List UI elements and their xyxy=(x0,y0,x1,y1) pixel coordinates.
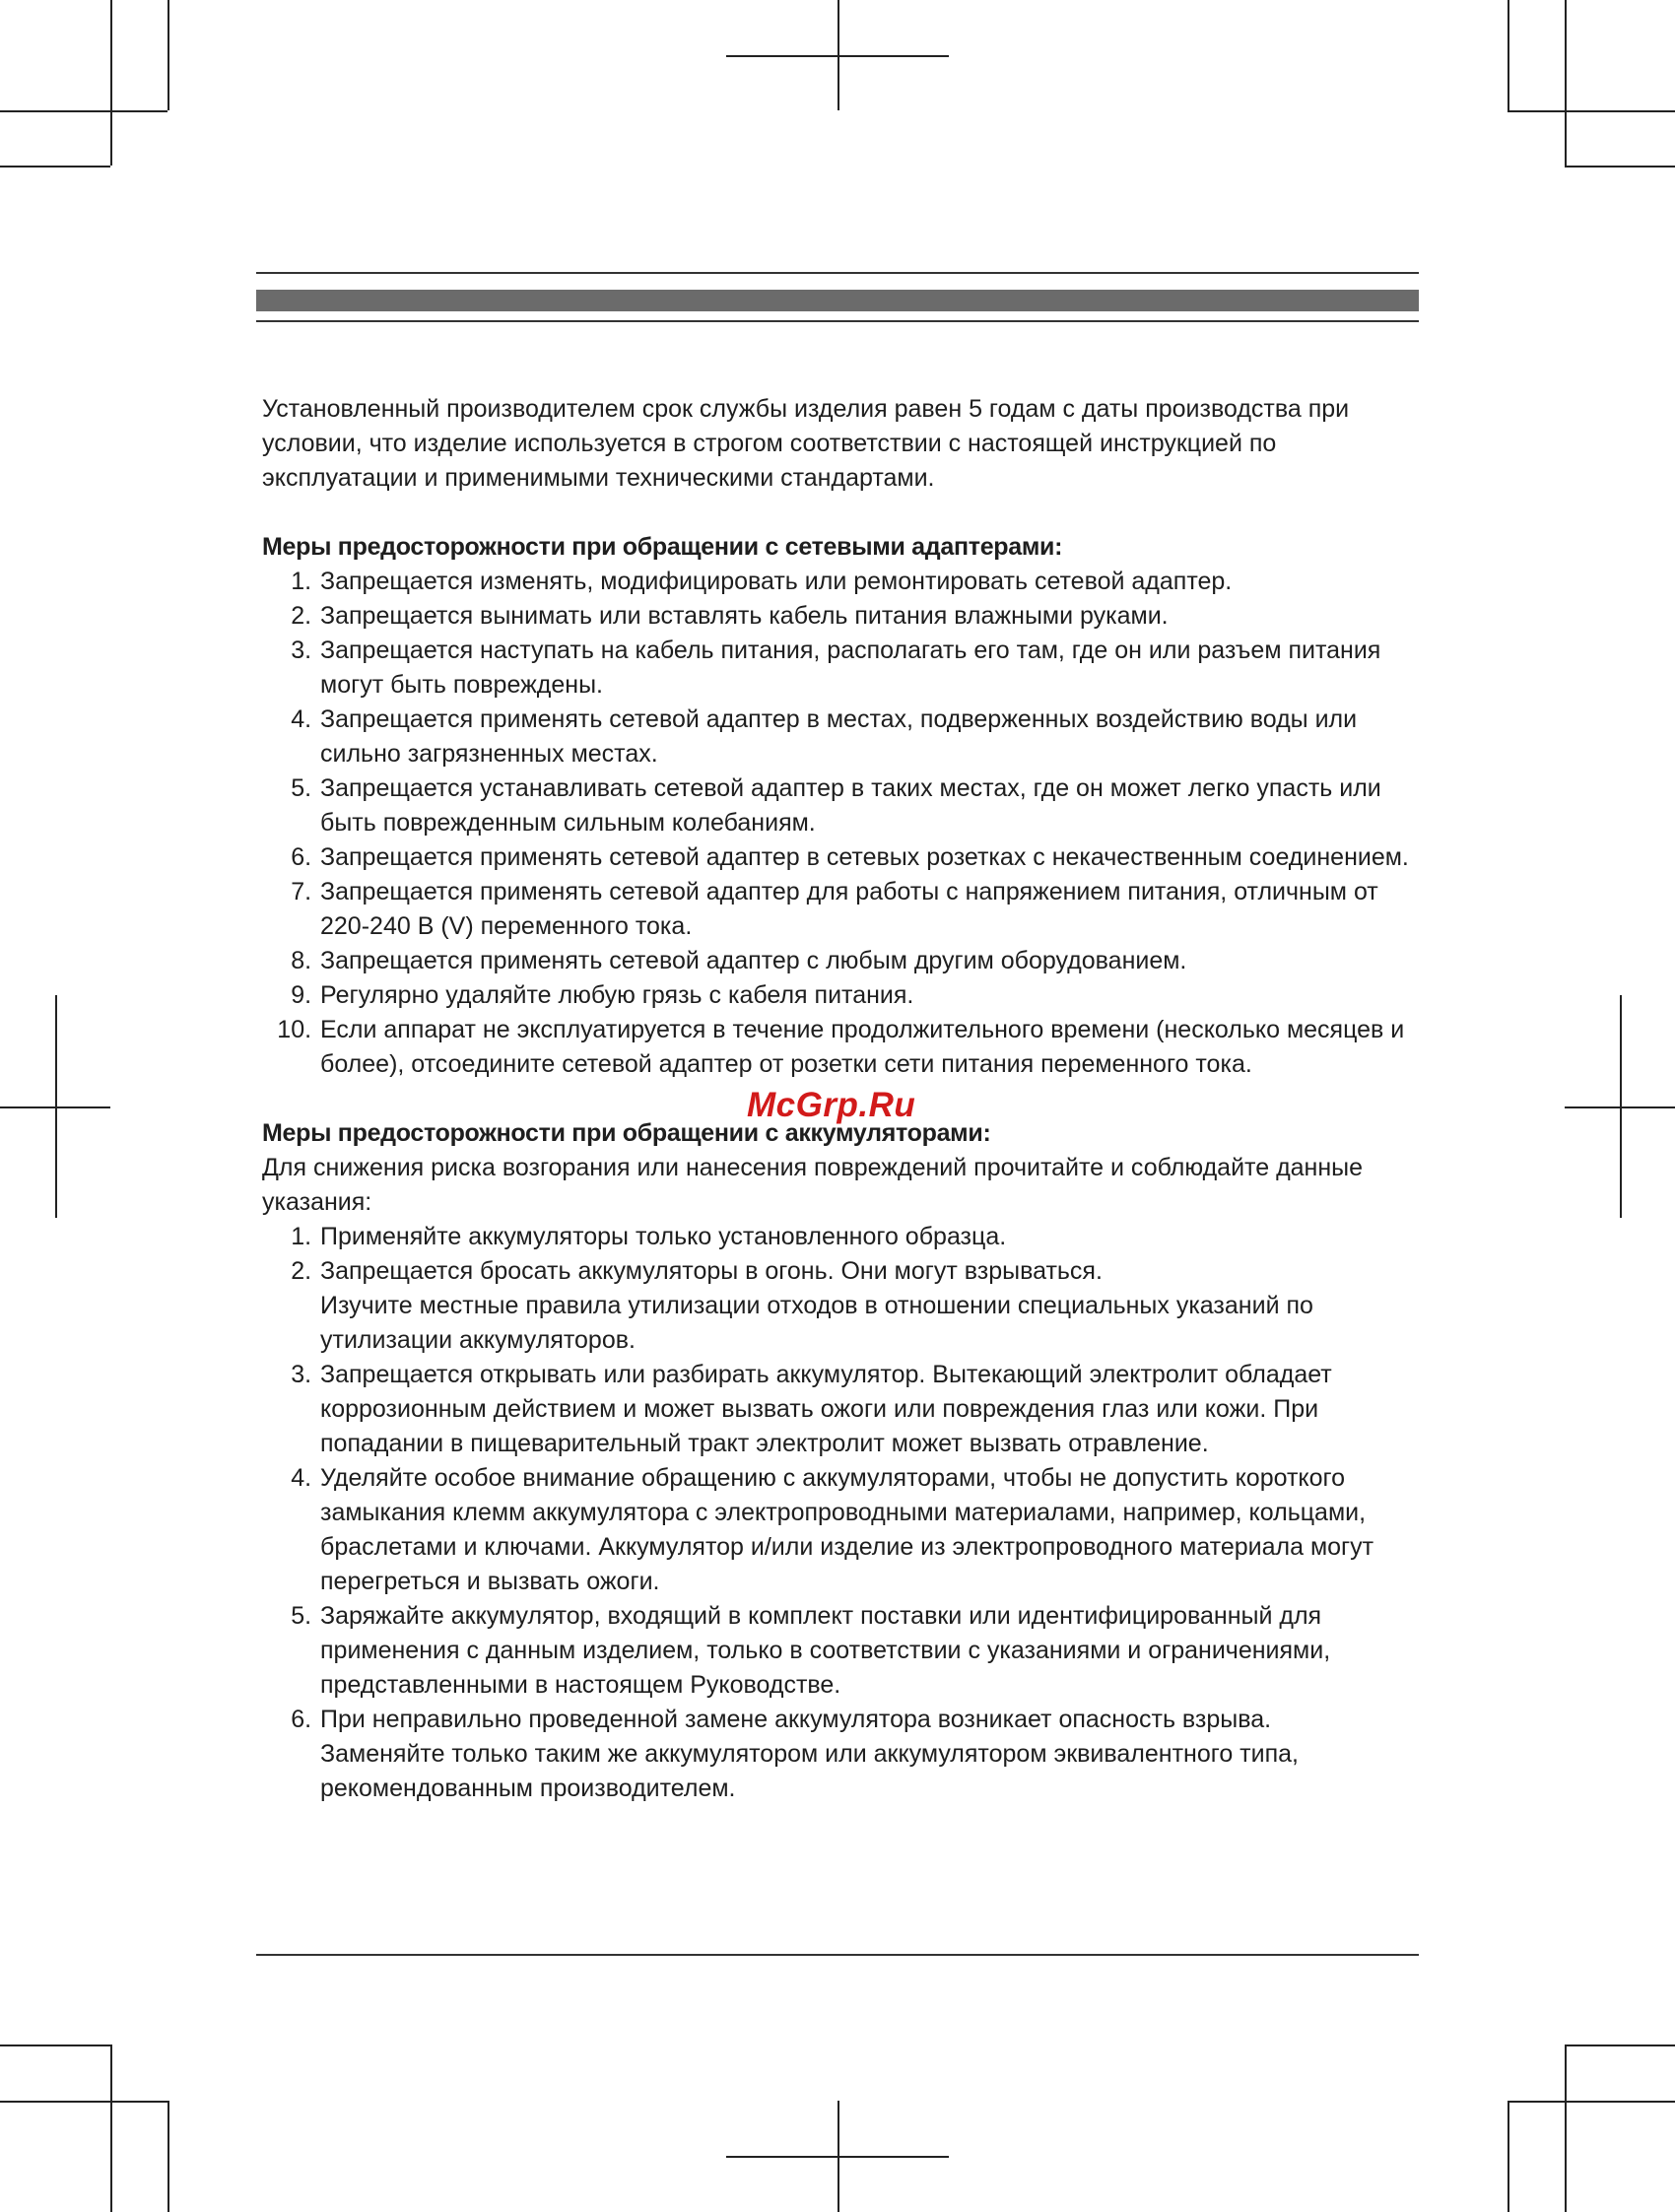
list-item: 7. Запрещается применять сетевой адаптер для работы с напряжением питания, отличным от 220-240 В (V) переменного тока. xyxy=(318,875,1425,944)
list-item: 3. Запрещается наступать на кабель питания, располагать его там, где он или разъем питания могут быть повреждены. xyxy=(318,634,1425,703)
batteries-intro: Для снижения риска возгорания или нанесения повреждений прочитайте и соблюдайте данные указания: xyxy=(262,1154,1364,1216)
batteries-heading: Меры предосторожности при обращении с аккумуляторами: xyxy=(262,1119,991,1147)
list-item: 1. Запрещается изменять, модифицировать или ремонтировать сетевой адаптер. xyxy=(318,565,1425,599)
list-item-text: Заряжайте аккумулятор, входящий в комплект поставки или идентифицированный для применения с данным изделием, только в соответствии с указаниями и ограничениями, представленными в настоящем Руководстве. xyxy=(320,1602,1331,1699)
footer-rule xyxy=(256,1954,1419,1956)
watermark-logo: McGrp.Ru xyxy=(747,1086,916,1124)
list-item: 4. Запрещается применять сетевой адаптер в местах, подверженных воздействию воды или сильно загрязненных местах. xyxy=(318,703,1425,771)
adapters-heading: Меры предосторожности при обращении с сетевыми адаптерами: xyxy=(262,533,1063,561)
list-item-note: Заменяйте только таким же аккумулятором или аккумулятором эквивалентного типа, рекомендованным производителем. xyxy=(320,1740,1299,1802)
list-item xyxy=(318,1461,1425,1599)
list-item xyxy=(318,1358,1425,1461)
list-item xyxy=(318,1599,1425,1703)
list-item-note: Изучите местные правила утилизации отходов в отношении специальных указаний по утилизации аккумуляторов. xyxy=(320,1292,1313,1354)
list-item-text: Запрещается бросать аккумуляторы в огонь. Они могут взрываться. xyxy=(320,1257,1103,1285)
header-rule-bottom xyxy=(256,320,1419,322)
list-item: 10. Если аппарат не эксплуатируется в течение продолжительного времени (несколько месяцев и более), отсоедините сетевой адаптер от розетки сети питания переменного тока. xyxy=(318,1013,1425,1082)
list-item: 9. Регулярно удаляйте любую грязь с кабеля питания. xyxy=(318,978,1425,1013)
list-item-text: При неправильно проведенной замене аккумулятора возникает опасность взрыва. xyxy=(320,1706,1272,1733)
list-item xyxy=(318,1220,1425,1254)
list-item-text: Уделяйте особое внимание обращению с аккумуляторами, чтобы не допустить короткого замыкания клемм аккумулятора с электропроводными материалами, например, кольцами, браслетами и ключами. Аккумулятор и/или изделие из электропроводного материала могут перегреться и вызвать ожоги. xyxy=(320,1464,1374,1595)
header-rule-top xyxy=(256,272,1419,274)
batteries-list xyxy=(262,1220,1425,1806)
list-item: 6. Запрещается применять сетевой адаптер в сетевых розетках с некачественным соединением. xyxy=(318,840,1425,875)
list-item: 2. Запрещается вынимать или вставлять кабель питания влажными руками. xyxy=(318,599,1425,634)
list-item xyxy=(318,1254,1425,1358)
service-life-paragraph: Установленный производителем срок службы изделия равен 5 годам с даты производства при условии, что изделие используется в строгом соответствии с настоящей инструкцией по эксплуатации и применимыми техническими стандартами. xyxy=(262,395,1350,492)
list-item: 5. Запрещается устанавливать сетевой адаптер в таких местах, где он может легко упасть или быть поврежденным сильным колебаниям. xyxy=(318,771,1425,840)
list-item xyxy=(318,1703,1425,1806)
adapters-list xyxy=(262,565,1425,1082)
header-band xyxy=(256,290,1419,311)
list-item-text: Применяйте аккумуляторы только установленного образца. xyxy=(320,1223,1007,1250)
list-item-text: Запрещается открывать или разбирать аккумулятор. Вытекающий электролит обладает коррозионным действием и может вызвать ожоги или повреждения глаз или кожи. При попадании в пищеварительный тракт электролит может вызвать отравление. xyxy=(320,1361,1332,1457)
list-item: 8. Запрещается применять сетевой адаптер с любым другим оборудованием. xyxy=(318,944,1425,978)
